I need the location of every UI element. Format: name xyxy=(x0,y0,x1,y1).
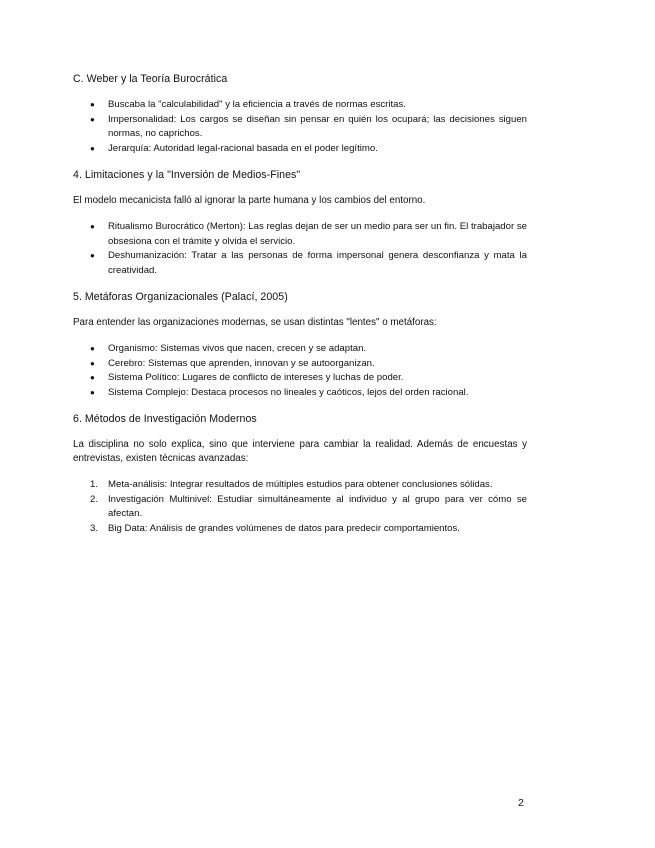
number-marker: 1. xyxy=(90,479,99,490)
bullet-marker: ● xyxy=(90,143,95,153)
section-heading-weber: C. Weber y la Teoría Burocrática xyxy=(73,73,228,85)
bullet-marker: ● xyxy=(90,251,95,260)
list-item xyxy=(73,249,527,278)
number-marker: 2. xyxy=(90,493,99,505)
bullet-marker: ● xyxy=(90,373,95,382)
weber-bullet-list xyxy=(73,98,527,156)
list-item-text: Impersonalidad: Los cargos se diseñan sin pensar en quién los ocupará; las decisiones siguen normas, no caprichos. xyxy=(108,113,527,139)
list-item-text: Cerebro: Sistemas que aprenden, innovan y se autoorganizan. xyxy=(108,357,375,369)
section-intro-metodos: La disciplina no solo explica, sino que interviene para cambiar la realidad. Además de encuestas y entrevistas, existen técnicas avanzadas: xyxy=(73,439,527,464)
metaforas-bullet-list xyxy=(73,342,527,400)
list-item-text: Sistema Político: Lugares de conflicto de intereses y luchas de poder. xyxy=(108,372,404,383)
list-item xyxy=(73,522,527,537)
bullet-marker: ● xyxy=(90,114,95,124)
list-item-text: Buscaba la "calculabilidad" y la eficiencia a través de normas escritas. xyxy=(108,99,406,110)
bullet-marker: ● xyxy=(90,387,95,397)
bullet-marker: ● xyxy=(90,358,95,368)
bullet-marker: ● xyxy=(90,222,95,231)
list-item-text: Investigación Multinivel: Estudiar simultáneamente al individuo y al grupo para ver cómo se afectan. xyxy=(108,493,527,519)
list-item xyxy=(73,220,527,249)
list-item-text: Jerarquía: Autoridad legal-racional basada en el poder legítimo. xyxy=(108,142,378,154)
list-item-text: Meta-análisis: Integrar resultados de múltiples estudios para obtener conclusiones sólidas. xyxy=(108,479,493,490)
section-intro-limitaciones: El modelo mecanicista falló al ignorar la parte humana y los cambios del entorno. xyxy=(73,195,426,206)
list-item xyxy=(73,142,527,157)
metodos-numbered-list xyxy=(73,478,527,536)
list-item xyxy=(73,386,527,401)
page-content xyxy=(73,72,527,536)
list-item xyxy=(73,113,527,142)
list-item-text: Deshumanización: Tratar a las personas de forma impersonal genera desconfianza y mata la creatividad. xyxy=(108,250,527,276)
list-item xyxy=(73,493,527,522)
list-item xyxy=(73,478,527,493)
section-heading-metodos: 6. Métodos de Investigación Modernos xyxy=(73,413,257,425)
limitaciones-bullet-list xyxy=(73,220,527,278)
list-item xyxy=(73,357,527,372)
section-intro-metaforas: Para entender las organizaciones modernas, se usan distintas "lentes" o metáforas: xyxy=(73,317,437,328)
list-item xyxy=(73,342,527,357)
list-item-text: Ritualismo Burocrático (Merton): Las reglas dejan de ser un medio para ser un fin. El trabajador se obsesiona con el trámite y olvida el servicio. xyxy=(108,221,527,247)
bullet-marker: ● xyxy=(90,344,95,353)
section-heading-metaforas: 5. Metáforas Organizacionales (Palací, 2005) xyxy=(73,291,288,303)
section-heading-limitaciones: 4. Limitaciones y la "Inversión de Medios-Fines" xyxy=(73,169,301,181)
bullet-marker: ● xyxy=(90,100,95,109)
list-item-text: Big Data: Análisis de grandes volúmenes de datos para predecir comportamientos. xyxy=(108,522,460,534)
page-number: 2 xyxy=(518,797,524,809)
list-item-text: Sistema Complejo: Destaca procesos no lineales y caóticos, lejos del orden racional. xyxy=(108,386,469,398)
list-item-text: Organismo: Sistemas vivos que nacen, crecen y se adaptan. xyxy=(108,343,367,354)
list-item xyxy=(73,371,527,386)
list-item xyxy=(73,98,527,113)
number-marker: 3. xyxy=(90,522,99,534)
